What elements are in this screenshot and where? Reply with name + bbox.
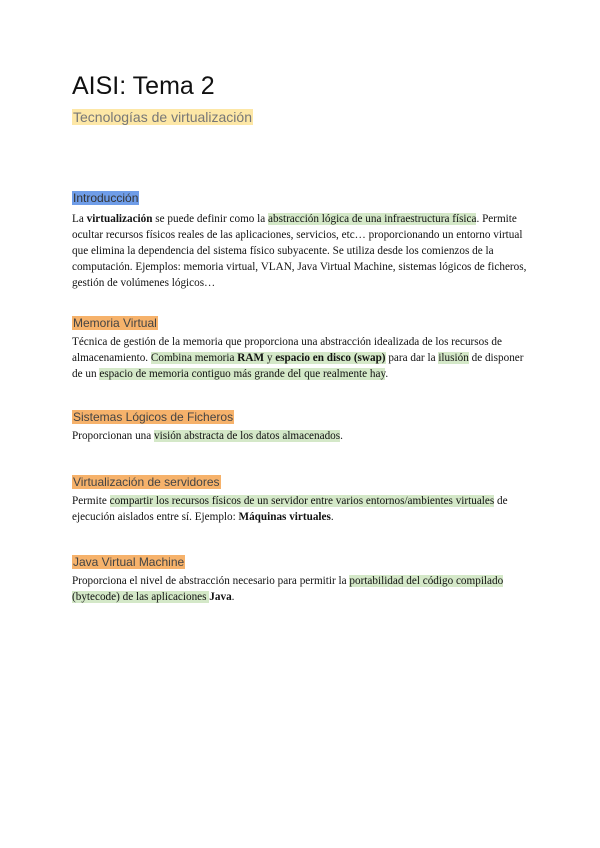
section-body-sistemas-logicos: Proporcionan una visión abstracta de los datos almacenados. (72, 430, 343, 442)
section-body-virtualizacion-servidores: Permite compartir los recursos físicos de un servidor entre varios entornos/ambientes virtuales de ejecución aislados entre sí. Ejemplo: Máquinas virtuales. (72, 495, 508, 523)
highlight: y (264, 352, 276, 364)
section-heading-sistemas-logicos: Sistemas Lógicos de Ficheros (73, 410, 234, 424)
highlight: RAM (237, 352, 265, 364)
highlight: espacio en disco (swap) (275, 352, 386, 364)
section-body-memoria-virtual: Técnica de gestión de la memoria que proporciona una abstracción idealizada de los recursos de almacenamiento. Combina memoria RAM y espacio en disco (swap) para dar la ilusión de disponer de un espacio de memoria contiguo más grande del que realmente hay. (72, 336, 524, 380)
highlight: portabilidad del código compilado (bytecode) de las aplicaciones (72, 575, 504, 603)
section-body-introduccion: La virtualización se puede definir como la abstracción lógica de una infraestructura física. Permite ocultar recursos físicos reales de las aplicaciones, servicios, etc… proporcionando un entorno virtual que elimina la dependencia del sistema físico subyacente. Se utiliza desde los comienzos de la computación. Ejemplos: memoria virtual, VLAN, Java Virtual Machine, sistemas lógicos de ficheros, gestión de volúmenes lógicos… (72, 213, 527, 289)
highlight: visión abstracta de los datos almacenados (154, 430, 341, 442)
highlight: Combina memoria (150, 352, 238, 364)
highlight: ilusión (438, 352, 469, 364)
section-body-java-virtual-machine: Proporciona el nivel de abstracción necesario para permitir la portabilidad del código compilado (bytecode) de las aplicaciones Java. (72, 575, 504, 603)
subtitle-highlight: Tecnologías de virtualización (73, 109, 252, 125)
document-title: AISI: Tema 2 (72, 72, 215, 100)
section-heading-virtualizacion-servidores: Virtualización de servidores (73, 475, 220, 489)
highlight: abstracción lógica de una infraestructura física (268, 213, 477, 225)
highlight: espacio de memoria contiguo más grande del que realmente hay (99, 368, 386, 380)
section-heading-java-virtual-machine: Java Virtual Machine (73, 555, 185, 569)
document-subtitle (72, 109, 253, 126)
section-heading-memoria-virtual: Memoria Virtual (73, 316, 157, 330)
section-heading-introduccion: Introducción (73, 191, 139, 205)
highlight: compartir los recursos físicos de un servidor entre varios entornos/ambientes virtuales (109, 495, 495, 507)
